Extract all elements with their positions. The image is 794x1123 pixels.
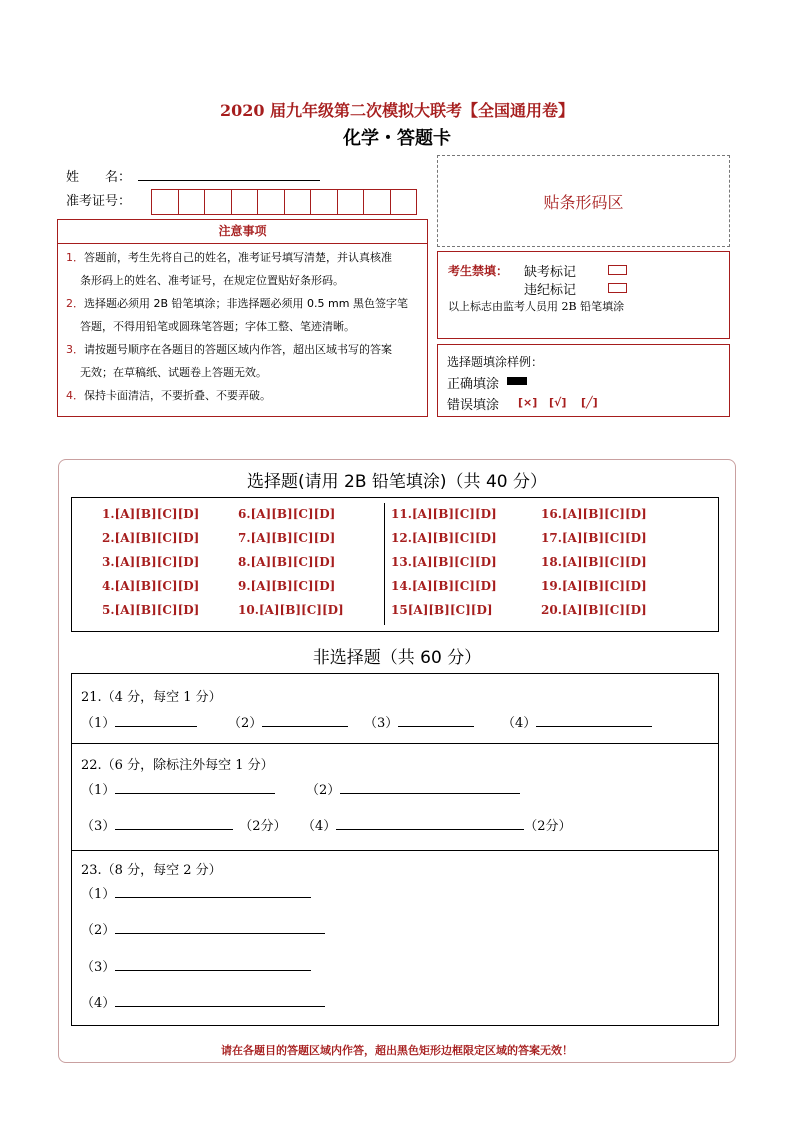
mc-question-item[interactable]: 1.[A][B][C][D] (102, 507, 200, 521)
id-digit-box[interactable] (391, 190, 417, 214)
q21-blank-label: （3） (364, 716, 399, 731)
mc-question-item[interactable]: 5.[A][B][C][D] (102, 603, 200, 617)
absent-mark-label: 缺考标记 (524, 265, 577, 280)
filled-mark-sample (507, 377, 527, 385)
mc-question-item[interactable]: 19.[A][B][C][D] (541, 579, 647, 593)
mc-question-item[interactable]: 13.[A][B][C][D] (391, 555, 497, 569)
q21-blank-label: （2） (228, 716, 263, 731)
footer-warning: 请在各题目的答题区域内作答，超出黑色矩形边框限定区域的答案无效！ (221, 1044, 573, 1057)
correct-fill-label: 正确填涂 (447, 377, 500, 392)
q21-box (71, 673, 719, 744)
q22-blank-label: （2） (306, 783, 341, 798)
id-digit-box[interactable] (364, 190, 391, 214)
notice-box (57, 242, 428, 417)
id-digit-box[interactable] (179, 190, 206, 214)
mc-question-item[interactable]: 18.[A][B][C][D] (541, 555, 647, 569)
mc-question-item[interactable]: 11.[A][B][C][D] (391, 507, 497, 521)
mc-question-item[interactable]: 7.[A][B][C][D] (238, 531, 336, 545)
id-number-boxes[interactable] (151, 189, 417, 215)
mc-question-item[interactable]: 20.[A][B][C][D] (541, 603, 647, 617)
q21-blank-3[interactable] (398, 713, 474, 727)
mc-question-item[interactable]: 8.[A][B][C][D] (238, 555, 336, 569)
q22-blank-1[interactable] (115, 780, 275, 794)
mc-question-item[interactable]: 12.[A][B][C][D] (391, 531, 497, 545)
notice-item: 2．选择题必须用 2B 铅笔填涂；非选择题必须用 0.5 mm 黑色签字笔 答题，不得用铅笔或圆珠笔答题；字体工整、笔迹清晰。 (66, 297, 408, 333)
notice-item: 3．请按题号顺序在各题目的答题区域内作答，超出区域书写的答案 无效；在草稿纸、试题卷上答题无效。 (66, 343, 392, 379)
q23-box (71, 850, 719, 1026)
id-digit-box[interactable] (258, 190, 285, 214)
forbidden-label: 考生禁填： (448, 264, 509, 278)
q22-score-note: （2分） (239, 819, 287, 834)
mc-question-item[interactable]: 4.[A][B][C][D] (102, 579, 200, 593)
non-mc-section-title: 非选择题（共 60 分） (312, 648, 482, 668)
notice-heading: 注意事项 (57, 219, 428, 244)
id-digit-box[interactable] (338, 190, 365, 214)
mc-column-divider (384, 503, 385, 625)
q21-blank-4[interactable] (536, 713, 652, 727)
id-digit-box[interactable] (205, 190, 232, 214)
mc-question-item[interactable]: 2.[A][B][C][D] (102, 531, 200, 545)
q21-blank-label: （4） (502, 716, 537, 731)
proctor-only-box (437, 251, 730, 339)
id-digit-box[interactable] (285, 190, 312, 214)
q22-blank-3[interactable] (115, 816, 233, 830)
absent-mark-box[interactable] (608, 265, 627, 275)
wrong-mark-sample: [×] (518, 396, 538, 409)
mc-question-item[interactable]: 10.[A][B][C][D] (238, 603, 344, 617)
wrong-fill-label: 错误填涂 (447, 398, 500, 413)
q23-blank-1[interactable] (115, 884, 311, 898)
page-title: 2020 届九年级第二次模拟大联考【全国通用卷】 (219, 101, 575, 120)
violation-mark-label: 违纪标记 (524, 283, 577, 298)
wrong-mark-sample: [╱] (581, 396, 598, 409)
q22-blank-2[interactable] (340, 780, 520, 794)
q22-blank-4[interactable] (336, 816, 524, 830)
id-digit-box[interactable] (232, 190, 259, 214)
mc-question-item[interactable]: 3.[A][B][C][D] (102, 555, 200, 569)
mc-question-item[interactable]: 17.[A][B][C][D] (541, 531, 647, 545)
wrong-mark-sample: [√] (549, 396, 567, 409)
barcode-area: 贴条形码区 (437, 155, 730, 247)
mc-question-item[interactable]: 6.[A][B][C][D] (238, 507, 336, 521)
id-digit-box[interactable] (311, 190, 338, 214)
q22-blank-label: （1） (81, 783, 116, 798)
id-label: 准考证号： (66, 194, 132, 209)
violation-mark-box[interactable] (608, 283, 627, 293)
q21-heading: 21.（4 分，每空 1 分） (81, 690, 222, 705)
q22-box (71, 742, 719, 851)
name-label: 姓 名： (66, 170, 132, 185)
q23-blank-label: （3） (81, 960, 116, 975)
q23-blank-label: （1） (81, 887, 116, 902)
q23-heading: 23.（8 分，每空 2 分） (81, 863, 222, 878)
q22-blank-label: （3） (81, 819, 116, 834)
mc-question-item[interactable]: 15[A][B][C][D] (391, 603, 493, 617)
page-subtitle: 化学・答题卡 (343, 128, 451, 149)
q21-blank-1[interactable] (115, 713, 197, 727)
notice-item: 4．保持卡面清洁，不要折叠、不要弄破。 (66, 389, 271, 402)
q23-blank-label: （4） (81, 996, 116, 1011)
q22-score-note: （2分） (524, 819, 572, 834)
mc-section-title: 选择题(请用 2B 铅笔填涂)（共 40 分） (247, 472, 547, 492)
name-field[interactable] (138, 180, 320, 181)
notice-item: 1．答题前，考生先将自己的姓名，准考证号填写清楚，并认真核准 条形码上的姓名、准考证号，在规定位置贴好条形码。 (66, 251, 392, 287)
q21-blank-2[interactable] (262, 713, 348, 727)
q22-blank-label: （4） (302, 819, 337, 834)
q23-blank-2[interactable] (115, 920, 325, 934)
q23-blank-4[interactable] (115, 993, 325, 1007)
q21-blank-label: （1） (81, 716, 116, 731)
mc-question-item[interactable]: 16.[A][B][C][D] (541, 507, 647, 521)
q23-blank-3[interactable] (115, 957, 311, 971)
id-digit-box[interactable] (152, 190, 179, 214)
q22-heading: 22.（6 分，除标注外每空 1 分） (81, 758, 274, 773)
fill-sample-title: 选择题填涂样例： (447, 355, 544, 369)
mc-question-item[interactable]: 14.[A][B][C][D] (391, 579, 497, 593)
q23-blank-label: （2） (81, 923, 116, 938)
forbidden-note: 以上标志由监考人员用 2B 铅笔填涂 (448, 300, 625, 313)
fill-sample-box (437, 344, 730, 417)
mc-question-item[interactable]: 9.[A][B][C][D] (238, 579, 336, 593)
